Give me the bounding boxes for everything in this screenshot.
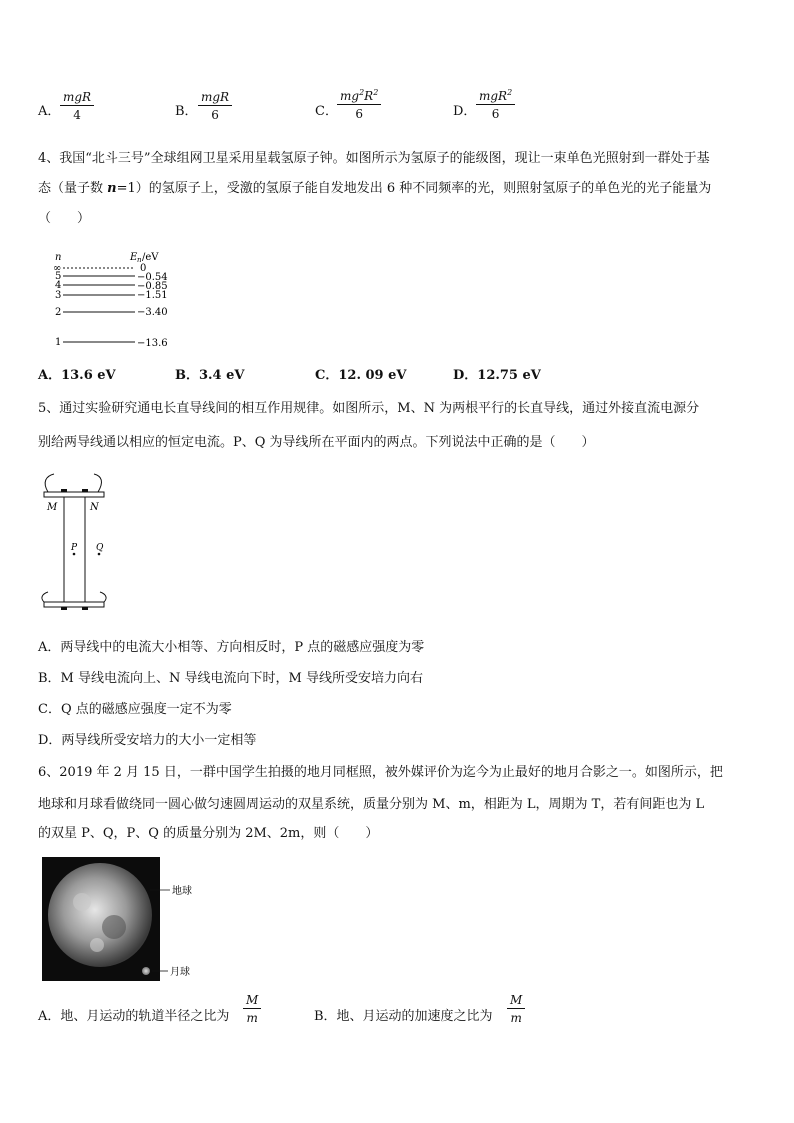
q5-option-c: C．Q 点的磁感应强度一定不为零 bbox=[38, 702, 232, 717]
q4-option-a: A．13.6 eV bbox=[38, 368, 116, 383]
level-e-2: −3.40 bbox=[137, 307, 168, 318]
q3-option-d-label: D． bbox=[453, 104, 477, 119]
e-unit: /eV bbox=[142, 252, 159, 263]
fraction-denominator: 4 bbox=[73, 108, 81, 122]
q4-stem-line3: （ ） bbox=[38, 211, 91, 226]
q3-option-a-label: A． bbox=[38, 104, 61, 119]
level-e-5: −0.54 bbox=[137, 272, 168, 283]
label-q: Q bbox=[96, 543, 104, 553]
top-right-lead bbox=[94, 474, 101, 492]
fraction-numerator: mgR bbox=[60, 90, 94, 106]
q6-option-b-fraction bbox=[507, 993, 525, 1025]
fraction-numerator: mgR bbox=[198, 90, 232, 106]
q6-option-a-text: A．地、月运动的轨道半径之比为 bbox=[38, 1009, 230, 1024]
earth-label: 地球 bbox=[172, 886, 192, 897]
level-e-inf: 0 bbox=[140, 263, 147, 274]
e-header: E bbox=[130, 252, 138, 263]
q4-option-b: B．3.4 eV bbox=[175, 368, 245, 383]
q3-option-b-fraction bbox=[198, 90, 232, 122]
level-n-1: 1 bbox=[55, 337, 62, 348]
level-n-4: 4 bbox=[55, 280, 62, 291]
earth-moon-photo bbox=[42, 857, 202, 981]
e-subscript: n bbox=[137, 256, 142, 264]
earth-image bbox=[48, 863, 152, 967]
earth-cloud bbox=[73, 893, 91, 911]
earth-cloud bbox=[90, 938, 104, 952]
energy-level-diagram bbox=[50, 250, 190, 350]
fraction-denominator: m bbox=[246, 1011, 258, 1025]
fraction-denominator: 6 bbox=[211, 108, 219, 122]
bottom-clip-m bbox=[61, 607, 67, 610]
q3-option-d-fraction bbox=[476, 88, 515, 121]
top-bar bbox=[44, 492, 104, 497]
fraction-numerator: M bbox=[243, 993, 261, 1009]
q3-option-a-fraction bbox=[60, 90, 94, 122]
q5-option-b: B．M 导线电流向上、N 导线电流向下时，M 导线所受安培力向右 bbox=[38, 671, 423, 686]
q6-stem-line3: 的双星 P、Q，P、Q 的质量分别为 2M、2m，则（ ） bbox=[38, 826, 379, 841]
n-header: n bbox=[55, 252, 62, 263]
label-n: N bbox=[90, 502, 99, 513]
level-n-2: 2 bbox=[55, 307, 62, 318]
q3-option-b-label: B． bbox=[175, 104, 198, 119]
fraction-numerator: $mg^2R^2$ bbox=[337, 88, 381, 105]
fraction-denominator: 6 bbox=[355, 107, 363, 121]
earth-continent bbox=[102, 915, 126, 939]
q6-option-b-text: B．地、月运动的加速度之比为 bbox=[314, 1009, 493, 1024]
q6-stem-line2: 地球和月球看做绕同一圆心做匀速圆周运动的双星系统，质量分别为 M、m，相距为 L，周期为 T，若有间距也为 L bbox=[38, 797, 705, 812]
fraction-denominator: 6 bbox=[491, 107, 500, 121]
top-left-lead bbox=[45, 474, 54, 492]
level-e-3: −1.51 bbox=[137, 290, 168, 301]
top-clip-n bbox=[82, 489, 88, 492]
level-e-1: −13.6 bbox=[137, 338, 168, 349]
q3-option-c-label: C． bbox=[315, 104, 338, 119]
fraction-numerator: M bbox=[507, 993, 525, 1009]
point-q bbox=[98, 553, 101, 556]
level-n-inf: ∞ bbox=[53, 263, 62, 274]
fraction-denominator: m bbox=[510, 1011, 522, 1025]
q4-option-d: D．12.75 eV bbox=[453, 368, 541, 383]
level-e-4: −0.85 bbox=[137, 281, 168, 292]
moon-image bbox=[142, 967, 150, 975]
top-clip-m bbox=[61, 489, 67, 492]
point-p bbox=[73, 553, 76, 556]
bottom-bar bbox=[44, 602, 104, 607]
fraction-numerator: mgR$^2$ bbox=[476, 88, 515, 105]
label-m: M bbox=[47, 502, 58, 513]
q5-option-a: A．两导线中的电流大小相等、方向相反时，P 点的磁感应强度为零 bbox=[38, 640, 425, 655]
q4-stem-line2: 态（量子数 n=1）的氢原子上，受激的氢原子能自发地发出 6 种不同频率的光，则照射氢原子的单色光的光子能量为 bbox=[38, 181, 712, 196]
bottom-left-lead bbox=[42, 592, 48, 602]
label-p: P bbox=[71, 543, 78, 553]
q5-stem-line2: 别给两导线通以相应的恒定电流。P、Q 为导线所在平面内的两点。下列说法中正确的是（ ） bbox=[38, 435, 595, 450]
parallel-wires-diagram bbox=[38, 470, 118, 620]
q6-stem-line1: 6、2019 年 2 月 15 日，一群中国学生拍摄的地月同框照，被外媒评价为迄今为止最好的地月合影之一。如图所示，把 bbox=[38, 765, 723, 780]
bottom-right-lead bbox=[100, 592, 106, 602]
q4-stem-line1: 4、我国“北斗三号”全球组网卫星采用星载氢原子钟。如图所示为氢原子的能级图，现让一束单色光照射到一群处于基 bbox=[38, 151, 710, 166]
bottom-clip-n bbox=[82, 607, 88, 610]
q3-option-c-fraction bbox=[337, 88, 381, 121]
q5-stem-line1: 5、通过实验研究通电长直导线间的相互作用规律。如图所示，M、N 为两根平行的长直导线，通过外接直流电源分 bbox=[38, 401, 700, 416]
q5-option-d: D．两导线所受安培力的大小一定相等 bbox=[38, 733, 257, 748]
moon-label: 月球 bbox=[170, 967, 190, 978]
q6-option-a-fraction bbox=[243, 993, 261, 1025]
level-n-3: 3 bbox=[55, 290, 62, 301]
q4-option-c: C．12. 09 eV bbox=[315, 368, 407, 383]
level-n-5: 5 bbox=[55, 271, 62, 282]
